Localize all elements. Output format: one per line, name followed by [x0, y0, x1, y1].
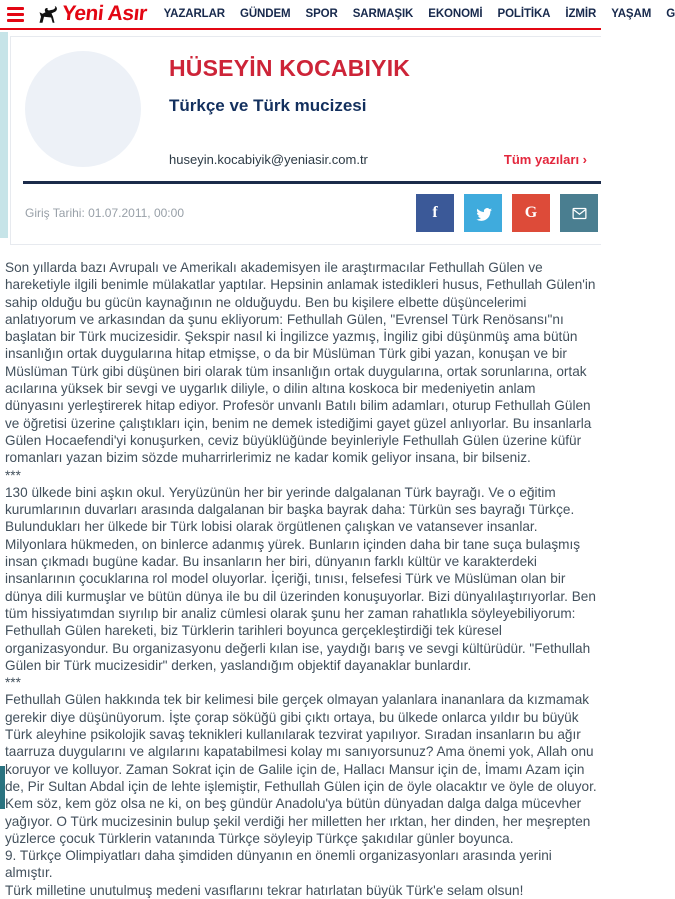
author-avatar — [25, 51, 141, 167]
logo-text: Yeni Asır — [60, 2, 148, 25]
author-email-row — [169, 152, 587, 171]
publish-date: Giriş Tarihi: 01.07.2011, 00:00 — [25, 206, 184, 220]
all-posts-link[interactable]: Tüm yazıları › — [503, 152, 587, 167]
twitter-bird-icon — [475, 205, 492, 222]
nav-item-i-zmi-r[interactable]: İZMİR — [565, 8, 597, 20]
nav-item-yazarlar[interactable]: YAZARLAR — [163, 8, 225, 20]
article-title: Türkçe ve Türk mucizesi — [169, 96, 367, 115]
share-email-button[interactable] — [560, 194, 598, 232]
left-edge-strip — [0, 32, 8, 238]
article-body — [0, 245, 601, 899]
paragraph-separator: *** — [5, 675, 21, 691]
main-nav — [164, 8, 675, 20]
nav-item-sarma-ik[interactable]: SARMAŞIK — [352, 8, 414, 20]
author-card — [10, 36, 601, 245]
nav-item-g[interactable]: G — [666, 8, 675, 20]
nav-item-ya-am[interactable]: YAŞAM — [611, 8, 652, 20]
article-paragraph: Son yıllarda bazı Avrupalı ve Amerikalı akademisyen ile araştırmacılar Fethullah Gülen ve hareketiyle ilgili benimle mülakatlar yaptılar. Hepsinin anlamak istedikleri husus, Fethullah Gülen'in sahip olduğu bu gücün kaynağının ne olduğuydu. Ben bu kişilere elbette düşüncelerimi anlatıyorum ve arkasından da şunu ekliyorum: Fethullah Gülen, "Evrensel Türk Renösansı"nı başlatan bir Türk mucizesidir. Şekspir nasıl ki İngilizce yazmış, İngiliz gibi düşünmüş ama bütün insanlığın ortak duygularına hitap etmişse, o da bir Müslüman Türk gibi yazan, konuşan ve bir Müslüman Türk gibi düşünen biri olarak tüm insanlığın ortak duygularına, ortak sorunlarına, ortak acılarına yüksek bir sevgi ve uygarlık diliyle, o dilin altına koskoca bir medeniyetin anlam dünyasını yerleştirerek hitap ediyor. Profesör unvanlı Batılı bilim adamları, oturup Fethullah Gülen ve öğretisi üzerine çalıştıkları için, benim ne demek istediğimi gayet güzel anlıyorlar. Bu insanlarla Gülen Hocaefendi'yi konuşurken, ceviz büyüklüğünde beyinleriyle Fethullah Gülen üzerine küfür romanları yazan bizim sözde muharrirlerimiz ne kadar komik geliyor insana, bir bilseniz. — [5, 260, 596, 466]
author-card-top — [11, 37, 601, 171]
author-name: HÜSEYİN KOCABIYIK — [169, 55, 411, 81]
share-twitter-button[interactable] — [464, 194, 502, 232]
goat-logo-icon — [35, 5, 59, 24]
top-nav-bar — [0, 0, 675, 30]
nav-item-poli-ti-ka[interactable]: POLİTİKA — [497, 8, 551, 20]
article-paragraph: Türk milletine unutulmuş medeni vasıflarını tekrar hatırlatan büyük Türk'e selam olsun! — [5, 882, 524, 898]
bottom-left-edge-bar — [0, 766, 5, 809]
article-paragraph: 130 ülkede bini aşkın okul. Yeryüzünün her bir yerinde dalgalanan Türk bayrağı. Ve o eğitim kurumlarının duvarları arasında dalgalanan bir başka bayrak daha: Türkün ses bayrağı Türkçe. Bulundukları her ülkede bir Türk lobisi olarak örgütlenen çalışkan ve vatansever insanlar. Milyonlara hükmeden, on binlerce adanmış yürek. Bunların içinden daha bir tane suça bulaşmış insan çıkmadı bugüne kadar. Bu insanların her biri, dünyanın farklı kültür ve karakterdeki insanlarının çocuklarına rol model oluyorlar. İçeriği, tınısı, felsefesi Türk ve Müslüman olan bir dünya dili kurmuşlar ve bütün dünya ile bu dil üzerinden konuşuyorlar. Bizi dünyalılaştırıyorlar. Ben tüm hissiyatımdan sıyrılıp bir analiz cümlesi olarak şunu her zaman rahatlıkla söyleyebiliyorum: Fethullah Gülen hareketi, biz Türklerin tarihleri boyunca gerçekleştirdiği tek küresel organizasyondur. Bu organizasyonu değerli kılan ise, yaydığı barış ve sevgi kültürüdür. "Fethullah Gülen bir Türk mucizesidir" derken, yaslandığım objektif dayanaklar bunlardır. — [5, 484, 596, 673]
author-email: huseyin.kocabiyik@yeniasir.com.tr — [169, 152, 368, 167]
nav-item-ekonomi-[interactable]: EKONOMİ — [428, 8, 483, 20]
yeni-asir-logo[interactable] — [35, 2, 147, 26]
paragraph-separator: *** — [5, 467, 21, 483]
nav-item-spor[interactable]: SPOR — [305, 8, 338, 20]
author-info — [169, 47, 601, 171]
article-meta-row — [11, 184, 601, 244]
hamburger-menu-icon[interactable] — [7, 7, 24, 22]
share-google-plus-button[interactable] — [512, 194, 550, 232]
article-paragraph: 9. Türkçe Olimpiyatları daha şimdiden dünyanın en önemli organizasyonları arasında yerini almıştır. — [5, 848, 552, 881]
share-buttons — [416, 194, 598, 232]
nav-item-g-ndem[interactable]: GÜNDEM — [240, 8, 291, 20]
share-facebook-button[interactable] — [416, 194, 454, 232]
facebook-f-icon: f — [432, 204, 438, 221]
article-paragraph: Fethullah Gülen hakkında tek bir kelimesi bile gerçek olmayan yalanlara inananlara da kızmamak gerekir diye düşünüyorum. İşte çorap söküğü gibi çıktı ortaya, bu ülkede onlarca yıldır bu büyük Türk aleyhine psikolojik savaş teknikleri kullanılarak tezvirat yapılıyor. Sıradan insanların bu ağır taarruza duygularını ve algılarını kapatabilmesi kolay mı sanıyorsunuz? Ama önemi yok, Allah onu koruyor ve kolluyor. Zaman Sokrat için de Galile için de, Hallacı Mansur için de, İmamı Azam için de, Pir Sultan Abdal için de lehte işlemiştir, Fethullah Gülen için de öyle olacaktır ve öyle de oluyor. Kem söz, kem göz olsa ne ki, on beş gündür Anadolu'ya bütün dünyadan dalga dalga mücevher yağıyor. O Türk mucizesinin bulup şekil verdiği her milletten her ırktan, her dinden, her meşrepten yüzlerce çocuk Türklerin vatanında Türkçe söyleyip Türkçe şakıdılar günler boyunca. — [5, 692, 597, 846]
envelope-icon — [571, 205, 588, 222]
google-g-icon: G — [524, 204, 538, 221]
